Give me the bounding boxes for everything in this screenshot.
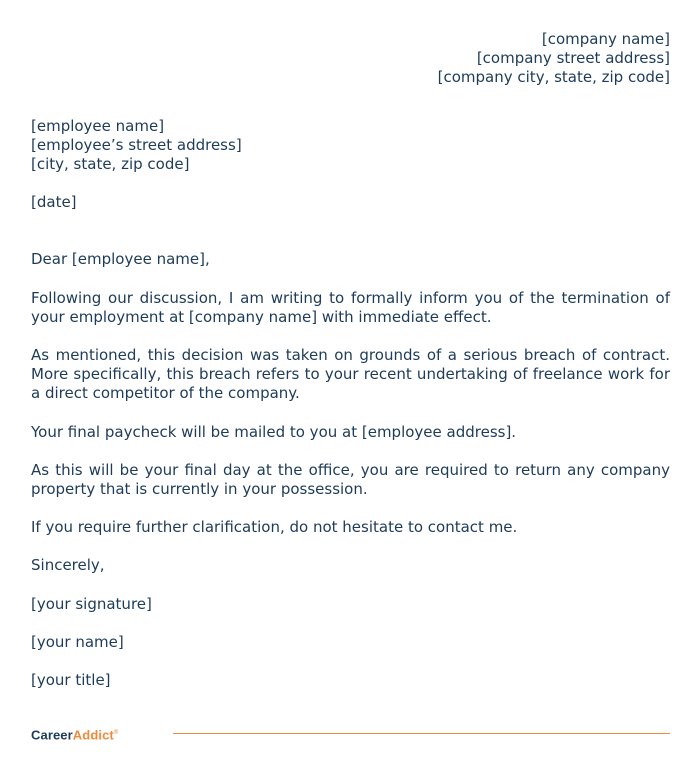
- logo-registered-mark: ®: [113, 730, 119, 736]
- letter-body: [31, 30, 670, 690]
- sender-company-name: [company name]: [541, 30, 670, 48]
- recipient-city-line: [city, state, zip code]: [31, 155, 190, 174]
- sender-title-placeholder: [your title]: [31, 671, 111, 690]
- paragraph-reason: As mentioned, this decision was taken on grounds of a serious breach of contract. More specifically, this breach refers to your recent undertaking of freelance work for a direct competitor of the company.: [31, 346, 670, 403]
- footer: [31, 725, 670, 745]
- paragraph-contact: If you require further clarification, do not hesitate to contact me.: [31, 518, 518, 537]
- recipient-name: [employee name]: [31, 116, 165, 135]
- sender-street-address: [company street address]: [476, 49, 670, 68]
- signature-placeholder: [your signature]: [31, 594, 152, 613]
- closing: Sincerely,: [31, 556, 105, 575]
- logo-addict-text: Addict: [72, 727, 114, 743]
- recipient-street-address: [employee’s street address]: [31, 135, 242, 154]
- careeraddict-logo: [31, 725, 118, 743]
- paragraph-company-property: As this will be your final day at the office, you are required to return any company property that is currently in your possession.: [31, 460, 670, 499]
- sender-address-block: [31, 30, 670, 88]
- letter-date: [date]: [31, 193, 77, 212]
- footer-divider-line: [173, 733, 670, 734]
- recipient-address-block: [31, 117, 670, 175]
- salutation: Dear [employee name],: [31, 250, 210, 269]
- sender-city-line: [company city, state, zip code]: [437, 68, 670, 87]
- logo-career-text: Career: [31, 727, 73, 743]
- paragraph-final-paycheck: Your final paycheck will be mailed to you at [employee address].: [31, 422, 517, 441]
- sender-name-placeholder: [your name]: [31, 632, 124, 651]
- paragraph-termination-notice: Following our discussion, I am writing to formally inform you of the termination of your employment at [company name] with immediate effect.: [31, 288, 670, 326]
